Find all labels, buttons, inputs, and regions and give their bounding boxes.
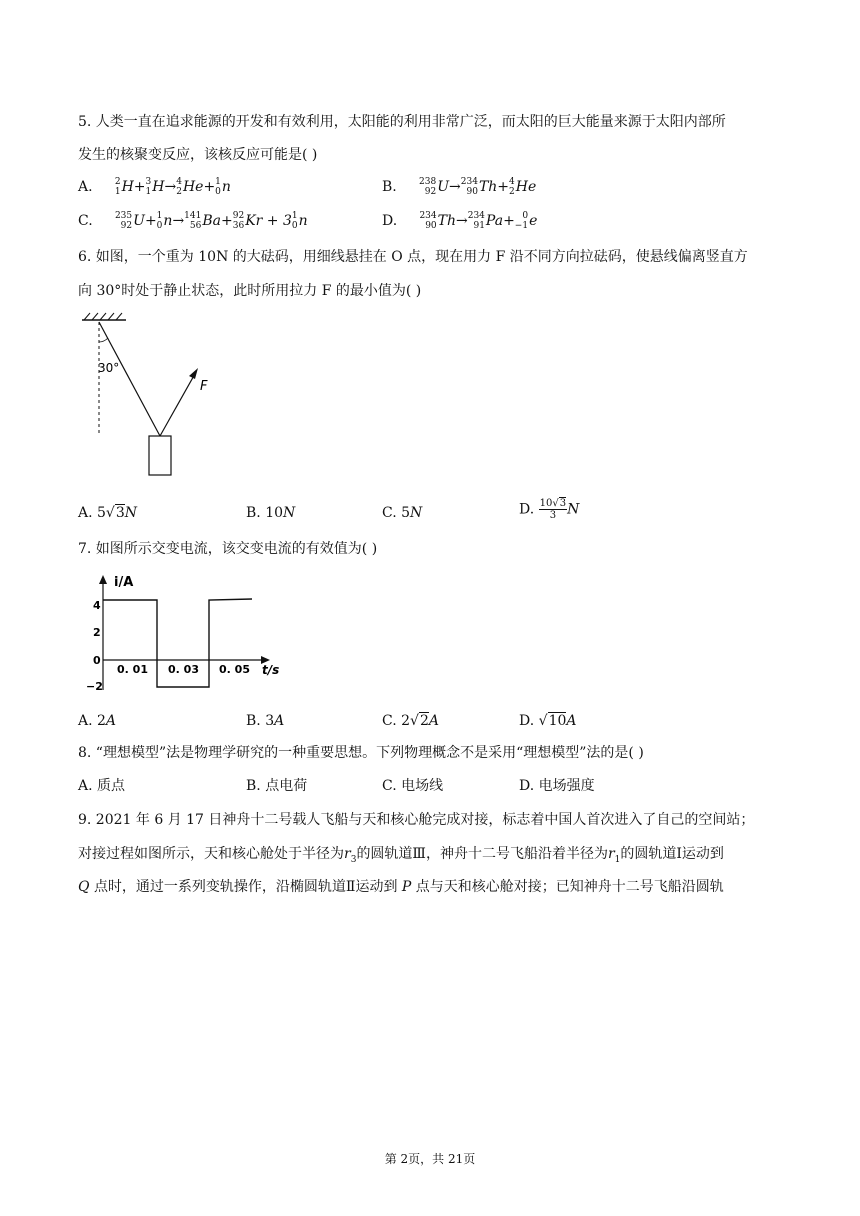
q8-line1: 8. “理想模型”法是物理学研究的一种重要思想。下列物理概念不是采用“理想模型”法的是( ) <box>78 745 644 761</box>
q7-line1: 7. 如图所示交变电流，该交变电流的有效值为( ) <box>78 541 378 557</box>
q7-figure <box>80 572 290 697</box>
y-tick-2: 2 <box>93 626 101 639</box>
force-label: F <box>200 379 208 394</box>
q9-line3: Q 点时，通过一系列变轨操作，沿椭圆轨道Ⅱ运动到 P 点与天和核心舱对接；已知神舟十二号飞船沿圆轨 <box>78 879 724 895</box>
weight-block <box>149 436 171 475</box>
y-tick-4: 4 <box>93 599 101 612</box>
q6-option-b: B. 10N <box>246 505 296 521</box>
y-axis-arrow <box>99 575 107 584</box>
string-line <box>99 322 160 436</box>
q7-option-b: B. 3A <box>246 713 285 729</box>
q5-option-d: D. 234 90Th→234 91Pa+ 0 −1e <box>382 211 538 231</box>
x-axis-label: t/s <box>262 663 280 677</box>
q7-option-a: A. 2A <box>78 713 117 729</box>
x-tick-001: 0. 01 <box>117 663 148 676</box>
page-footer: 第 2页，共 21页 <box>384 1152 476 1166</box>
q6-line1: 6. 如图，一个重为 10N 的大砝码，用细线悬挂在 O 点，现在用力 F 沿不同方向拉砝码，使悬线偏离竖直方 <box>78 249 748 265</box>
q6-option-d: D. $\frac{10√3}{3}$ N <box>519 498 580 521</box>
q5-line2: 发生的核聚变反应，该核反应可能是( ) <box>78 147 318 163</box>
y-tick-neg2: −2 <box>86 680 103 693</box>
y-tick-0: 0 <box>93 654 101 667</box>
q8-option-b: B. 点电荷 <box>246 778 308 794</box>
q7-option-d: D. √10A <box>519 713 577 729</box>
angle-label: 30° <box>98 361 120 375</box>
q6-option-c: C. 5N <box>382 505 423 521</box>
ceiling-hatch <box>84 313 122 320</box>
angle-arc <box>99 338 108 342</box>
q7-option-c: C. 2√2A <box>382 713 439 729</box>
force-arrow <box>160 372 196 436</box>
q5-option-a: A. 2 1H+3 1H→4 2He+1 0n <box>78 177 231 197</box>
q5-line1: 5. 人类一直在追求能源的开发和有效利用，太阳能的利用非常广泛，而太阳的巨大能量来源于太阳内部所 <box>78 114 726 130</box>
q8-option-d: D. 电场强度 <box>519 778 595 794</box>
q6-line2: 向 30°时处于静止状态，此时所用拉力 F 的最小值为( ) <box>78 283 422 299</box>
force-arrowhead <box>189 368 198 379</box>
q5-option-b: B. 238 92U→234 90Th+4 2He <box>382 177 537 197</box>
x-tick-003: 0. 03 <box>168 663 199 676</box>
y-axis-label: i/A <box>114 575 134 590</box>
q9-line1: 9. 2021 年 6 月 17 日神舟十二号载人飞船与天和核心舱完成对接，标志着中国人首次进入了自己的空间站； <box>78 812 755 828</box>
q8-option-c: C. 电场线 <box>382 778 444 794</box>
q5-option-c: C. 235 92U+1 0n→141 56Ba+92 36Kr + 31 0n <box>78 211 308 231</box>
q6-figure <box>76 310 236 485</box>
q8-option-a: A. 质点 <box>78 778 126 794</box>
q9-line2: 对接过程如图所示，天和核心舱处于半径为$r_3$的圆轨道Ⅲ，神舟十二号飞船沿着半径为$r_1$的圆轨道Ⅰ运动到 <box>78 846 724 865</box>
x-tick-005: 0. 05 <box>219 663 250 676</box>
q6-option-a: A. 5√3N <box>78 505 138 521</box>
